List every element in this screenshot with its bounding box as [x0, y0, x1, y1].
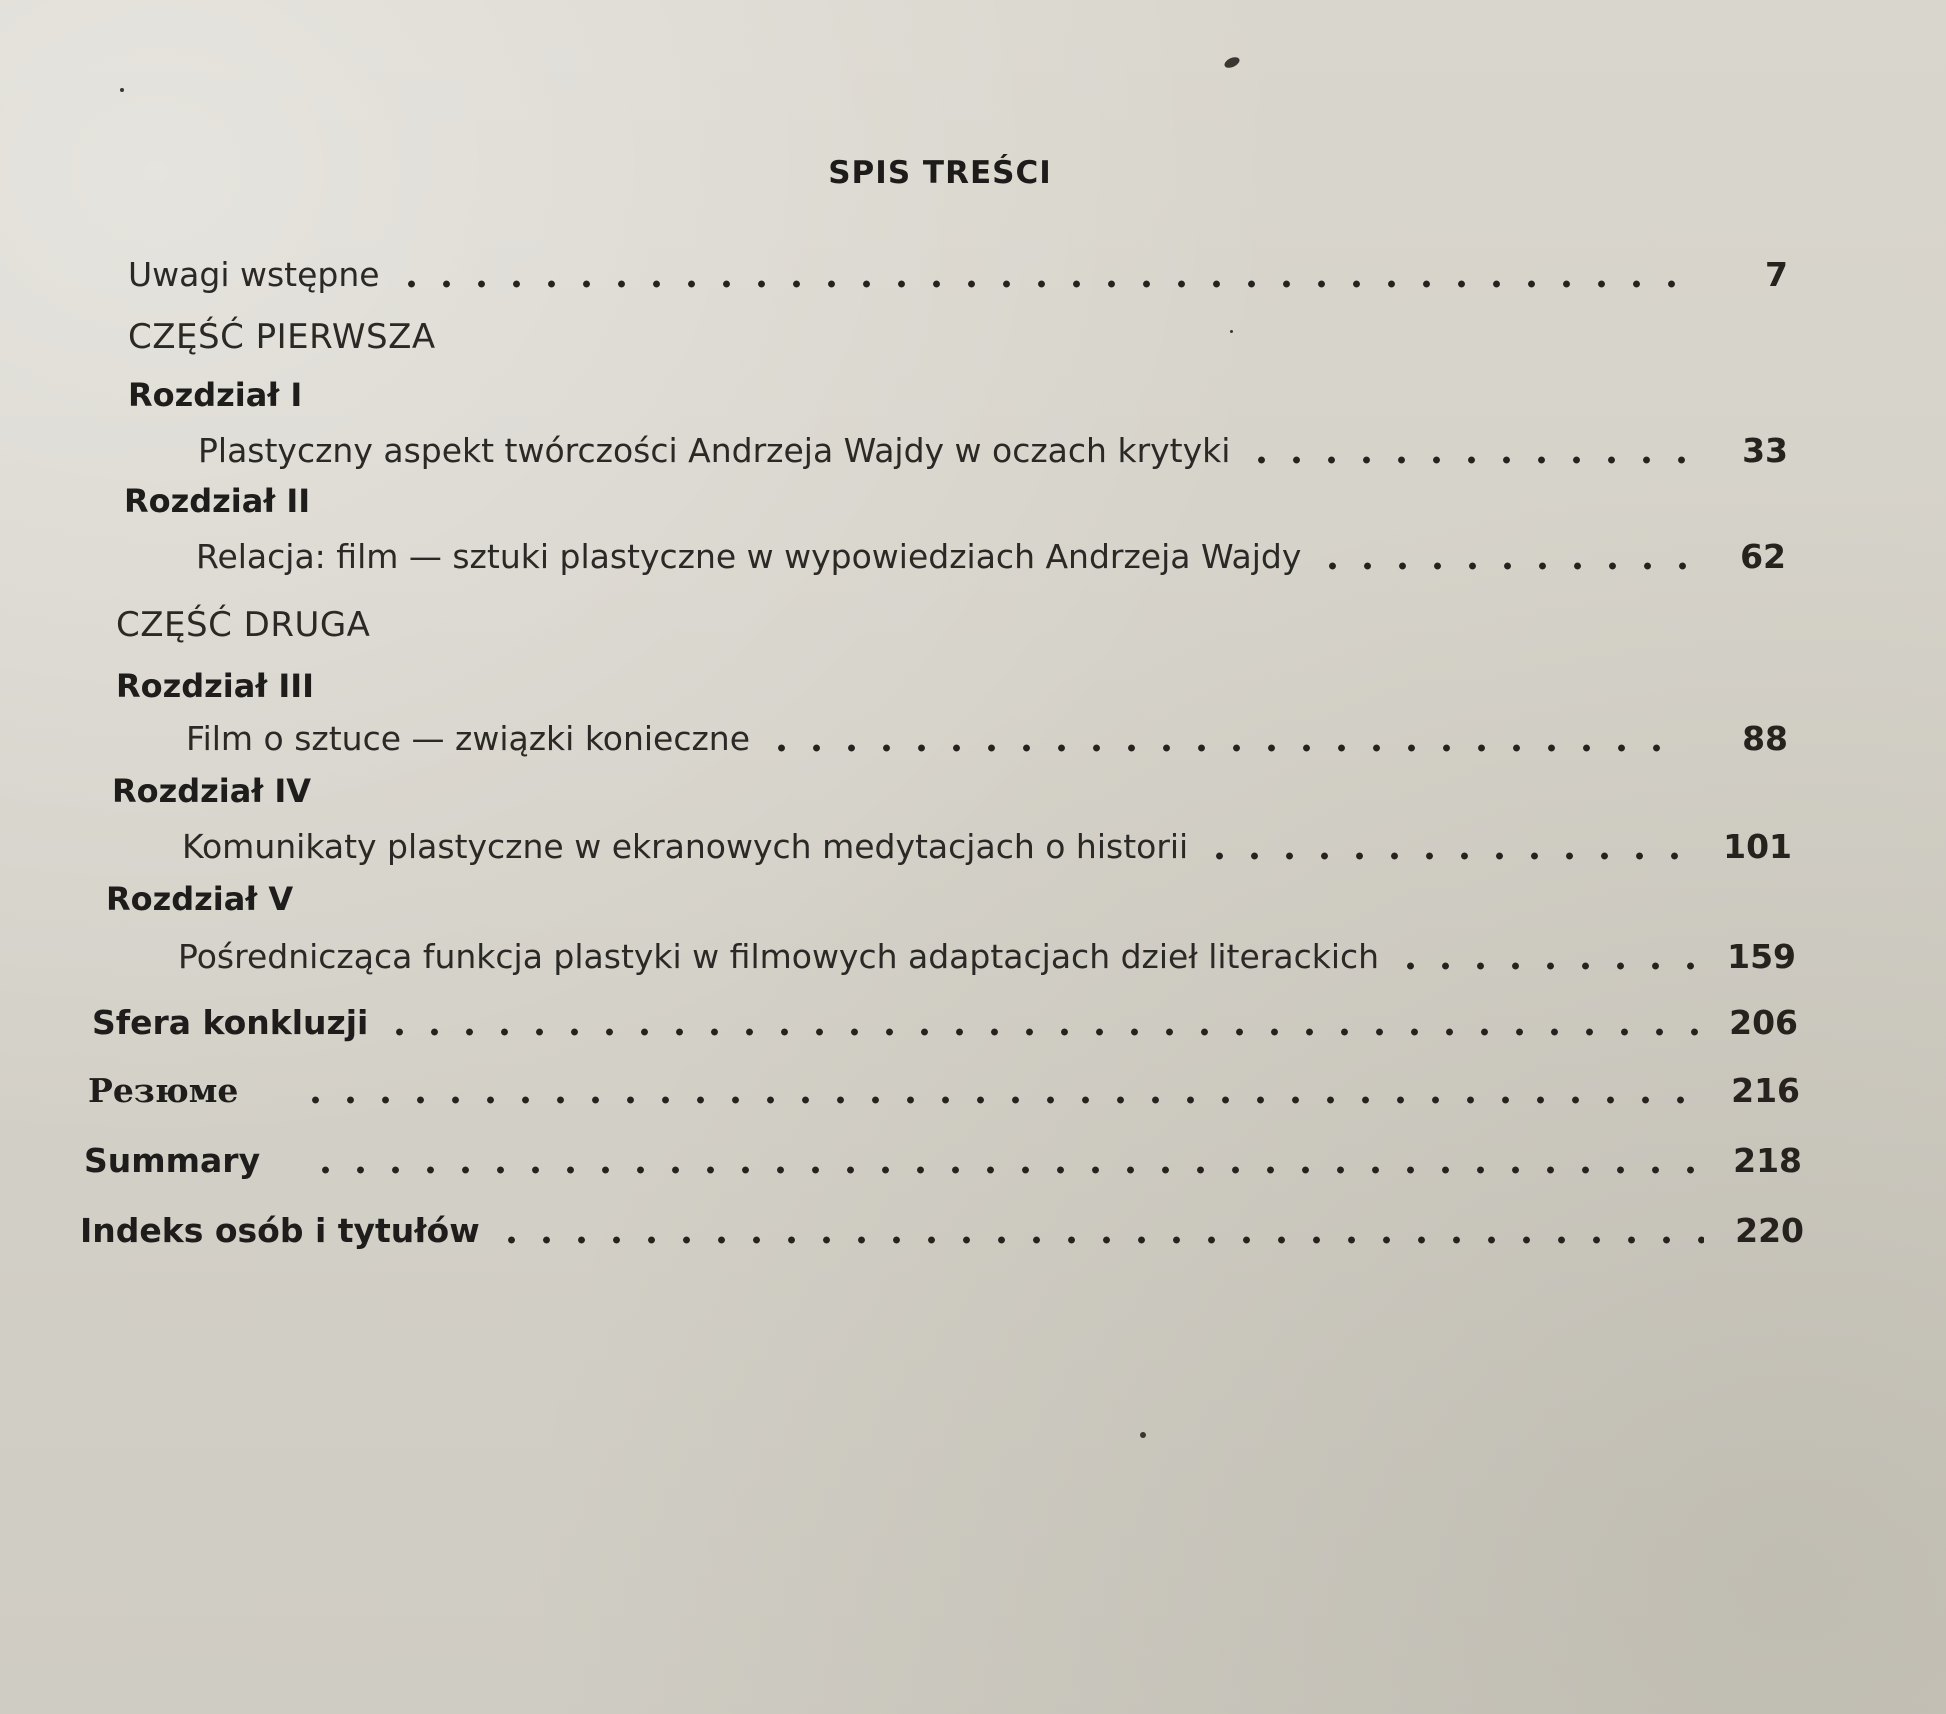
- part-heading-pierwsza: [128, 315, 436, 357]
- toc-page-number: 206: [1729, 1003, 1798, 1042]
- toc-entry-chapter-1: [198, 428, 1788, 470]
- dot-leader: [1202, 852, 1692, 860]
- toc-entry-rezyume: [88, 1068, 1800, 1110]
- dot-leader: [1244, 456, 1688, 464]
- toc-entry-indeks: [80, 1208, 1804, 1250]
- toc-entry-label: Film o sztuce — związki konieczne: [186, 719, 751, 758]
- part-label: CZĘŚĆ DRUGA: [116, 605, 371, 645]
- toc-entry-chapter-2: [196, 534, 1786, 576]
- toc-entry-chapter-3: [186, 716, 1788, 758]
- ink-speck: [120, 88, 124, 92]
- chapter-heading-4: [112, 768, 311, 810]
- dot-leader: [764, 744, 1688, 752]
- toc-entry-label: Relacja: film — sztuki plastyczne w wypowiedziach Andrzeja Wajdy: [196, 537, 1302, 576]
- dot-leader: [308, 1166, 1702, 1174]
- toc-page-number: 216: [1731, 1071, 1800, 1110]
- toc-page-number: 101: [1723, 827, 1792, 866]
- toc-page-number: 33: [1742, 431, 1788, 470]
- part-label: CZĘŚĆ PIERWSZA: [128, 317, 436, 357]
- toc-page-number: 62: [1740, 537, 1786, 576]
- toc-page-number: 7: [1765, 255, 1788, 294]
- dot-leader: [382, 1028, 1698, 1036]
- ink-speck: [1230, 330, 1233, 333]
- toc-page-number: 220: [1735, 1211, 1804, 1250]
- dot-leader: [1393, 962, 1696, 970]
- toc-entry-label: Komunikaty plastyczne w ekranowych medytacjach o historii: [182, 827, 1189, 866]
- toc-entry-summary: [84, 1138, 1802, 1180]
- toc-entry-chapter-4: [182, 824, 1792, 866]
- chapter-heading-2: [124, 478, 310, 520]
- toc-page-number: 218: [1733, 1141, 1802, 1180]
- page-title: SPIS TREŚCI: [828, 155, 1052, 191]
- chapter-heading-3: [116, 663, 314, 705]
- chapter-label: Rozdział I: [128, 376, 303, 414]
- toc-page-number: 88: [1742, 719, 1788, 758]
- toc-entry-label: Резюме: [88, 1071, 239, 1110]
- toc-entry-label: Pośrednicząca funkcja plastyki w filmowych adaptacjach dzieł literackich: [178, 937, 1380, 976]
- ink-speck: [1223, 55, 1241, 70]
- dot-leader: [1315, 562, 1686, 570]
- toc-entry-sfera: [92, 1000, 1798, 1042]
- chapter-heading-5: [106, 876, 293, 918]
- chapter-label: Rozdział IV: [112, 772, 312, 810]
- dot-leader: [394, 280, 1688, 288]
- ink-speck: [1140, 1432, 1146, 1438]
- toc-entry-label: Plastyczny aspekt twórczości Andrzeja Wajdy w oczach krytyki: [198, 431, 1231, 470]
- toc-entry-chapter-5: [178, 934, 1796, 976]
- chapter-label: Rozdział V: [106, 880, 294, 918]
- dot-leader: [298, 1096, 1700, 1104]
- chapter-label: Rozdział III: [116, 667, 315, 705]
- toc-entry-label: Uwagi wstępne: [128, 255, 380, 294]
- part-heading-druga: [116, 603, 370, 645]
- chapter-heading-1: [128, 372, 302, 414]
- toc-entry-uwagi: [128, 252, 1788, 294]
- dot-leader: [494, 1236, 1704, 1244]
- toc-entry-label: Summary: [84, 1141, 261, 1180]
- chapter-label: Rozdział II: [124, 482, 311, 520]
- toc-page-number: 159: [1727, 937, 1796, 976]
- toc-entry-label: Indeks osób i tytułów: [80, 1211, 480, 1250]
- toc-entry-label: Sfera konkluzji: [92, 1003, 369, 1042]
